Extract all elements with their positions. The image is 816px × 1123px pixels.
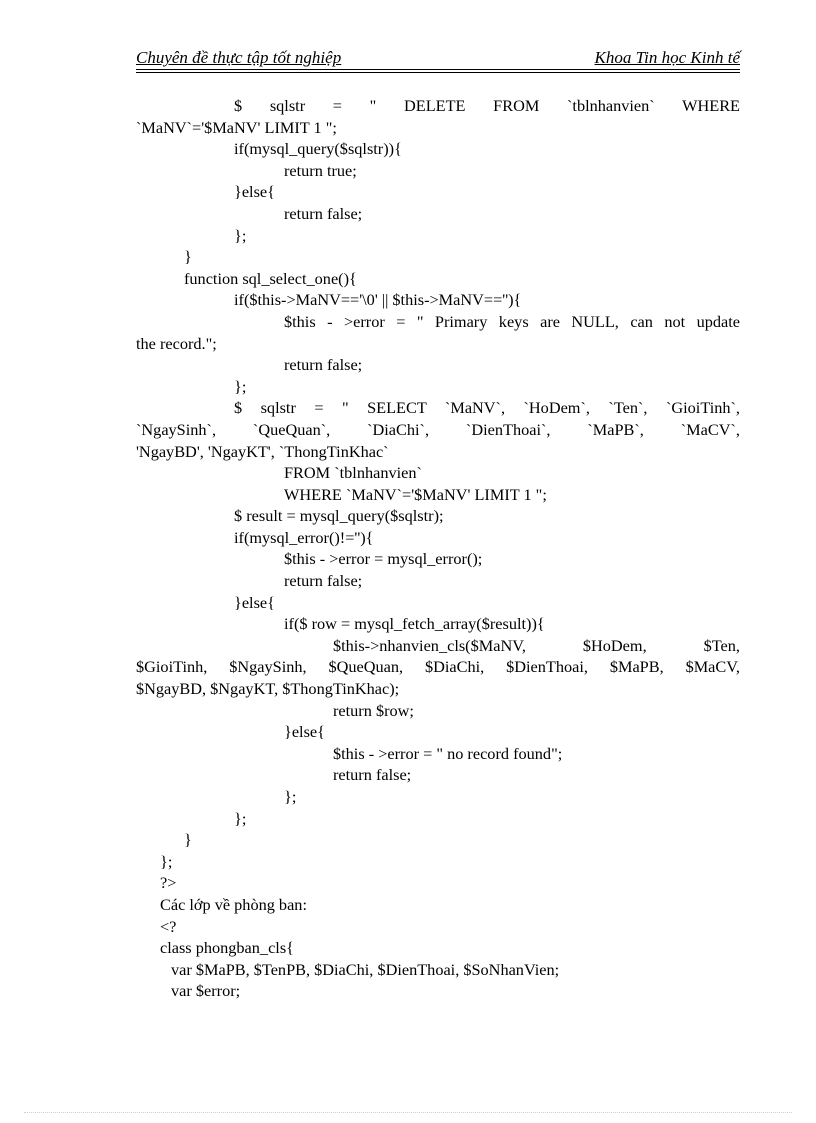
code-line: if(mysql_error()!=''){ — [234, 527, 374, 547]
code-line: `NgaySinh`, `QueQuan`, `DiaChi`, `DienThoai`, `MaPB`, `MaCV`, — [136, 419, 740, 439]
code-line: }; — [234, 808, 247, 828]
page-header — [136, 48, 740, 70]
code-line: }; — [160, 851, 173, 871]
code-line: $this - >error = " Primary keys are NULL, can not update — [284, 311, 740, 331]
code-line: return true; — [284, 160, 357, 180]
code-line: <? — [160, 916, 177, 936]
code-line: if(mysql_query($sqlstr)){ — [234, 139, 402, 159]
code-line: }else{ — [284, 722, 325, 742]
code-line: `MaNV`='$MaNV' LIMIT 1 "; — [136, 117, 337, 137]
code-line: return false; — [333, 765, 412, 785]
code-line: $this - >error = mysql_error(); — [284, 549, 483, 569]
header-rule-top — [136, 69, 740, 70]
header-right-title: Khoa Tin học Kinh tế — [594, 48, 740, 67]
header-rule-bottom — [136, 72, 740, 73]
code-line: var $error; — [171, 981, 241, 1001]
code-line: the record."; — [136, 333, 217, 353]
code-line: var $MaPB, $TenPB, $DiaChi, $DienThoai, $SoNhanVien; — [171, 959, 560, 979]
code-listing — [136, 95, 740, 1002]
code-line: ?> — [160, 873, 177, 893]
code-line: if($this->MaNV=='\0' || $this->MaNV==''){ — [234, 290, 522, 310]
header-left-title: Chuyên đề thực tập tốt nghiệp — [136, 48, 342, 67]
code-line: FROM `tblnhanvien` — [284, 463, 422, 483]
code-line: }else{ — [234, 182, 275, 202]
code-line: $GioiTinh, $NgaySinh, $QueQuan, $DiaChi, $DienThoai, $MaPB, $MaCV, — [136, 657, 740, 677]
code-line: class phongban_cls{ — [160, 938, 294, 958]
code-line: if($ row = mysql_fetch_array($result)){ — [284, 614, 545, 634]
code-line: return $row; — [333, 700, 414, 720]
code-line: } — [184, 830, 192, 850]
code-line: } — [184, 247, 192, 267]
code-line: return false; — [284, 571, 363, 591]
code-line: $ result = mysql_query($sqlstr); — [234, 506, 444, 526]
code-line: $ sqlstr = " SELECT `MaNV`, `HoDem`, `Ten`, `GioiTinh`, — [234, 398, 740, 418]
page-bottom-divider — [24, 1112, 792, 1113]
code-line: }; — [234, 376, 247, 396]
code-line: Các lớp về phòng ban: — [160, 894, 307, 914]
code-line: $NgayBD, $NgayKT, $ThongTinKhac); — [136, 679, 400, 699]
code-line: $ sqlstr = " DELETE FROM `tblnhanvien` WHERE — [234, 96, 740, 115]
code-line: }; — [284, 787, 297, 806]
code-line: function sql_select_one(){ — [184, 268, 357, 288]
code-line: return false; — [284, 355, 363, 375]
code-line: }; — [234, 225, 247, 245]
code-line: $this->nhanvien_cls($MaNV, $HoDem, $Ten, — [333, 635, 740, 655]
code-line: 'NgayBD', 'NgayKT', `ThongTinKhac` — [136, 441, 389, 461]
code-line: $this - >error = " no record found"; — [333, 743, 563, 763]
code-line: WHERE `MaNV`='$MaNV' LIMIT 1 "; — [284, 484, 547, 504]
code-line: return false; — [284, 203, 363, 223]
code-line: }else{ — [234, 592, 275, 612]
